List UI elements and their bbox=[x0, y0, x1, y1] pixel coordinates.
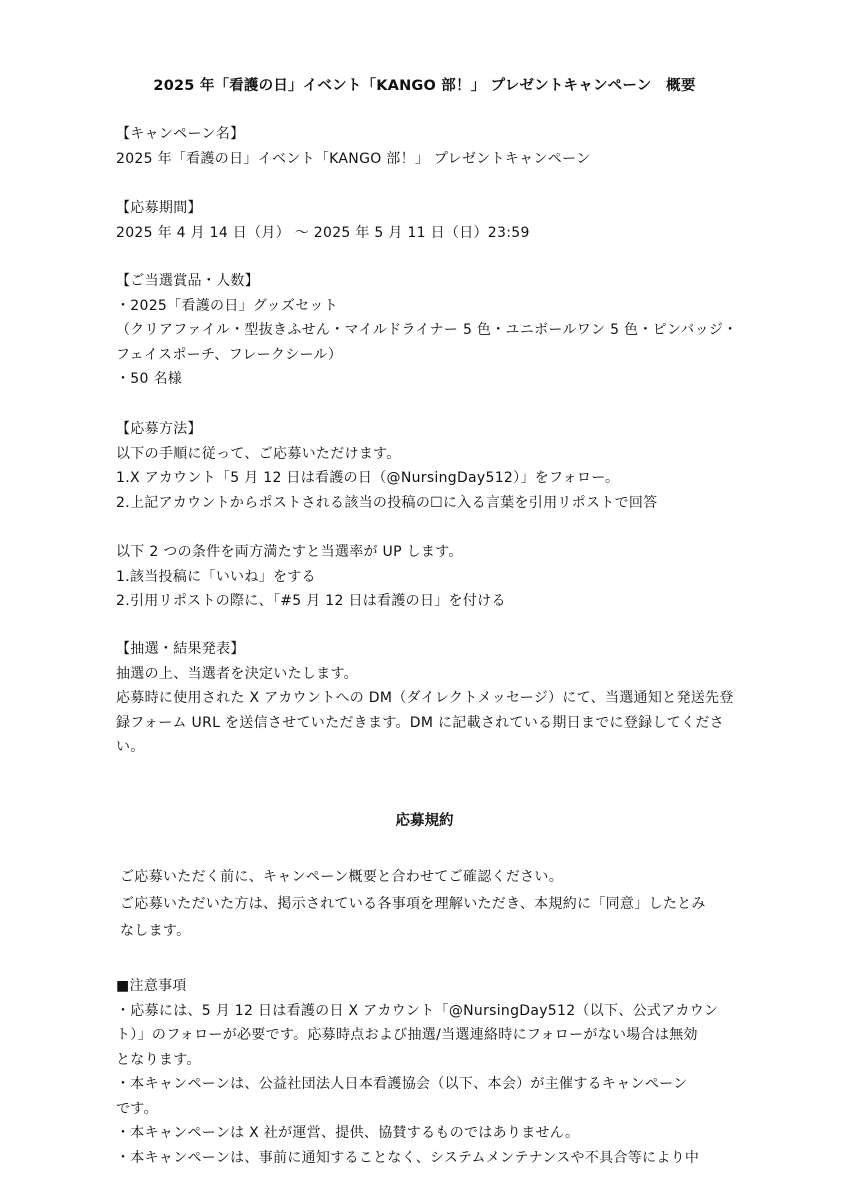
section-conditions bbox=[116, 540, 746, 614]
prize-line: ・50 名様 bbox=[116, 371, 183, 387]
note-line: となります。 bbox=[116, 1051, 201, 1068]
note-line: ・本キャンペーンは、事前に通知することなく、システムメンテナンスや不具合等により中 bbox=[116, 1149, 700, 1166]
section-heading: 【ご当選賞品・人数】 bbox=[116, 273, 259, 289]
section-campaign-name bbox=[116, 122, 746, 171]
section-heading: 【応募期間】 bbox=[116, 200, 202, 216]
prize-line: （クリアファイル・型抜きふせん・マイルドライナー 5 色・ユニボールワン 5 色・ピンバッジ・ bbox=[116, 322, 738, 338]
campaign-name-value: 2025 年「看護の日」イベント「KANGO 部！」 プレゼントキャンペーン bbox=[116, 150, 591, 167]
section-notes bbox=[116, 974, 746, 1170]
intro-line: ご応募いただく前に、キャンペーン概要と合わせてご確認ください。 bbox=[120, 869, 564, 885]
lottery-line: 抽選の上、当選者を決定いたします。 bbox=[116, 665, 358, 682]
note-line: です。 bbox=[116, 1100, 158, 1117]
lottery-line: い。 bbox=[116, 739, 145, 755]
lottery-line: 録フォーム URL を送信させていただきます。DM に記載されている期日までに登録してくださ bbox=[116, 714, 724, 731]
note-line: ト）」のフォローが必要です。応募時点および抽選/当選連絡時にフォローがない場合は無効 bbox=[116, 1027, 698, 1043]
section-prizes bbox=[116, 269, 746, 392]
section-heading: 【抽選・結果発表】 bbox=[116, 641, 245, 657]
intro-line: ご応募いただいた方は、掲示されている各事項を理解いただき、本規約に「同意」したとみ bbox=[120, 896, 706, 912]
terms-intro bbox=[120, 864, 746, 945]
note-line: ・応募には、5 月 12 日は看護の日 X アカウント「@NursingDay512（以下、公式アカウン bbox=[116, 1002, 719, 1019]
section-method bbox=[116, 417, 746, 515]
terms-title: 応募規約 bbox=[395, 813, 454, 829]
condition-line: 1.該当投稿に「いいね」をする bbox=[116, 568, 316, 585]
section-period bbox=[116, 196, 746, 245]
intro-line: なします。 bbox=[120, 923, 191, 939]
method-line: 以下の手順に従って、ご応募いただけます。 bbox=[116, 445, 401, 462]
section-heading: 【キャンペーン名】 bbox=[116, 126, 245, 142]
section-heading: ■注意事項 bbox=[116, 978, 187, 994]
lottery-line: 応募時に使用された X アカウントへの DM（ダイレクトメッセージ）にて、当選通知と発送先登 bbox=[116, 690, 734, 706]
method-line: 2.上記アカウントからポストされる該当の投稿の☐に入る言葉を引用リポストで回答 bbox=[116, 494, 658, 511]
note-line: ・本キャンペーンは X 社が運営、提供、協賛するものではありません。 bbox=[116, 1125, 580, 1141]
condition-line: 2.引用リポストの際に、「#5 月 12 日は看護の日」を付ける bbox=[116, 593, 506, 609]
method-line: 1.X アカウント「5 月 12 日は看護の日（@NursingDay512）」をフォロー。 bbox=[116, 470, 620, 486]
period-value: 2025 年 4 月 14 日（月） 〜 2025 年 5 月 11 日（日）23:59 bbox=[116, 224, 530, 241]
condition-line: 以下 2 つの条件を両方満たすと当選率が UP します。 bbox=[116, 544, 463, 560]
document-title: 2025 年「看護の日」イベント「KANGO 部！」 プレゼントキャンペーン 概要 bbox=[153, 78, 696, 94]
prize-line: フェイスポーチ、フレークシール） bbox=[116, 346, 343, 363]
prize-line: ・2025「看護の日」グッズセット bbox=[116, 297, 339, 314]
note-line: ・本キャンペーンは、公益社団法人日本看護協会（以下、本会）が主催するキャンペーン bbox=[116, 1076, 688, 1092]
section-lottery bbox=[116, 637, 746, 760]
section-heading: 【応募方法】 bbox=[116, 421, 202, 437]
